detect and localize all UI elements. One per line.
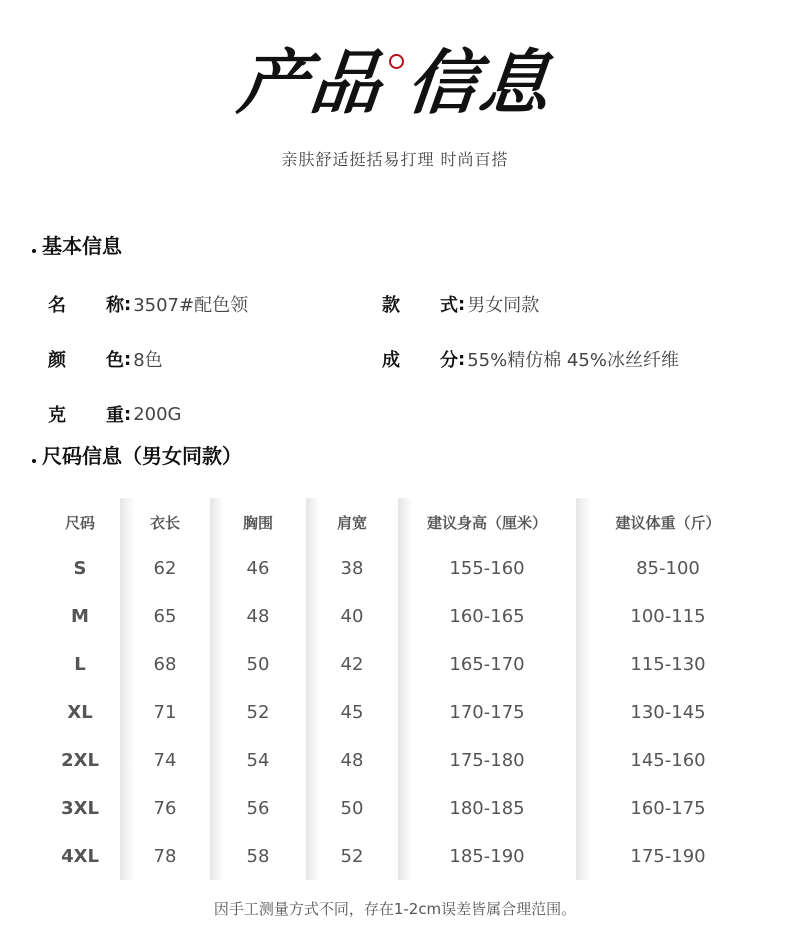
info-weight-label [48,401,124,427]
table-cell: 100-115 [630,606,706,627]
table-cell: 50 [340,798,364,819]
basic-info-heading [32,230,122,259]
label-char: 分 [440,350,458,371]
colon: : [458,293,466,315]
info-material-label [382,346,458,372]
column-header: 尺码 [64,514,95,532]
table-cell: 185-190 [449,846,525,867]
table-cell: 175-180 [449,750,525,771]
table-cell: 58 [246,846,270,867]
table-cell: 46 [246,558,270,579]
label-char: 式 [440,295,458,316]
table-cell: 145-160 [630,750,706,771]
size-table [40,498,760,880]
table-cell: 40 [340,606,364,627]
title-right: 信息 [402,42,556,124]
title-dot-icon [389,54,404,69]
size-label: 4XL [61,846,99,867]
column-header: 衣长 [149,514,180,532]
table-cell: 74 [153,750,177,771]
bullet-icon [32,249,36,253]
column-header: 胸围 [242,514,273,532]
info-style [382,291,539,317]
colon: : [124,348,132,370]
table-cell: 65 [153,606,177,627]
label-char: 克 [48,405,66,426]
size-column [398,498,576,880]
table-cell: 165-170 [449,654,525,675]
label-char: 名 [48,295,66,316]
size-label: 3XL [61,798,99,819]
label-char: 称 [106,295,124,316]
table-cell: 175-190 [630,846,706,867]
table-cell: 130-145 [630,702,706,723]
info-name [48,291,248,317]
info-color-value: 8色 [133,350,163,371]
size-column [120,498,210,880]
table-cell: 160-165 [449,606,525,627]
table-cell: 38 [340,558,364,579]
info-name-value: 3507#配色领 [133,295,249,316]
table-cell: 54 [246,750,270,771]
info-name-label [48,291,124,317]
colon: : [124,293,132,315]
size-info-heading [32,440,242,469]
title-left: 产品 [233,42,387,124]
table-cell: 180-185 [449,798,525,819]
table-cell: 155-160 [449,558,525,579]
size-column [210,498,306,880]
size-column [306,498,398,880]
size-info-heading-text: 尺码信息（男女同款） [42,444,242,468]
table-cell: 56 [246,798,270,819]
info-color [48,346,163,372]
basic-info-heading-text: 基本信息 [42,234,122,258]
column-header: 建议体重（斤） [615,514,721,532]
label-char: 色 [106,350,124,371]
info-weight-value: 200G [133,403,182,425]
label-char: 重 [106,405,124,426]
table-cell: 115-130 [630,654,706,675]
table-cell: 50 [246,654,270,675]
label-char: 颜 [48,350,66,371]
table-cell: 71 [153,702,177,723]
table-cell: 78 [153,846,177,867]
table-cell: 76 [153,798,177,819]
footnote: 因手工测量方式不同，存在1-2cm误差皆属合理范围。 [213,900,577,918]
size-label: XL [67,702,93,723]
table-cell: 52 [340,846,364,867]
label-char: 成 [382,350,400,371]
table-cell: 48 [246,606,270,627]
size-label: M [71,606,89,627]
page-title [0,30,790,125]
table-cell: 48 [340,750,364,771]
table-cell: 62 [153,558,177,579]
table-cell: 42 [340,654,364,675]
column-header: 肩宽 [336,514,367,532]
table-cell: 52 [246,702,270,723]
label-char: 款 [382,295,400,316]
size-label: 2XL [61,750,99,771]
size-column [576,498,760,880]
info-color-label [48,346,124,372]
column-header: 建议身高（厘米） [426,514,547,532]
colon: : [458,348,466,370]
table-cell: 68 [153,654,177,675]
size-label: S [73,558,87,579]
size-column [40,498,120,880]
subtitle: 亲肤舒适挺括易打理 时尚百搭 [281,150,509,169]
info-material-value: 55%精仿棉 45%冰丝纤维 [467,350,679,371]
table-cell: 160-175 [630,798,706,819]
size-label: L [74,654,86,675]
table-cell: 45 [340,702,364,723]
table-cell: 170-175 [449,702,525,723]
colon: : [124,403,132,425]
info-material [382,346,679,372]
table-cell: 85-100 [636,558,700,579]
info-style-value: 男女同款 [467,295,540,316]
bullet-icon [32,459,36,463]
info-weight [48,401,182,427]
info-style-label [382,291,458,317]
